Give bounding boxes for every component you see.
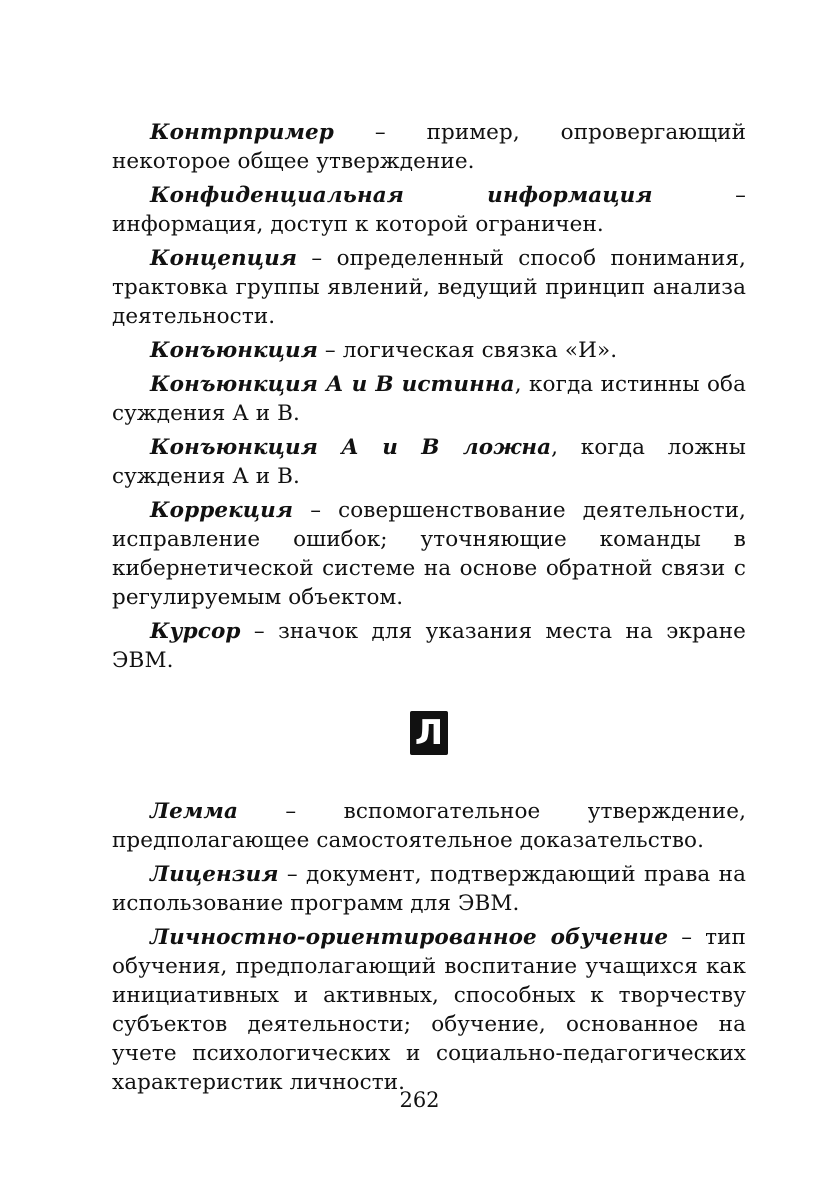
glossary-entry-kontrprimer bbox=[112, 118, 746, 176]
page-content bbox=[112, 118, 746, 1102]
glossary-term: Концепция bbox=[150, 246, 298, 271]
glossary-definition: – вспомогательное утверждение, предполагающее самостоятельное доказательство. bbox=[112, 799, 746, 853]
glossary-entry-kursor bbox=[112, 617, 746, 675]
glossary-entry-lichnostno-orientirovannoe-obuchenie bbox=[112, 923, 746, 1097]
glossary-definition: , когда истинны оба суждения А и В. bbox=[112, 372, 747, 426]
glossary-term: Контрпример bbox=[150, 120, 334, 145]
glossary-term: Коррекция bbox=[150, 498, 294, 523]
glossary-term: Конфиденциальная информация bbox=[150, 183, 653, 208]
glossary-definition: – документ, подтверждающий права на использование программ для ЭВМ. bbox=[112, 862, 746, 916]
glossary-term: Лемма bbox=[150, 799, 239, 824]
glossary-definition: – тип обучения, предполагающий воспитание учащихся как инициативных и активных, способных к творчеству субъектов деятельности; обучение, основанное на учете психологических и социально-педагогических характеристик личности. bbox=[112, 925, 746, 1095]
glossary-entry-konyunkciya bbox=[112, 336, 746, 365]
glossary-definition: , когда ложны суждения А и В. bbox=[112, 435, 746, 489]
glossary-entry-konyunkciya-istinna bbox=[112, 370, 746, 428]
glossary-definition: – пример, опровергающий некоторое общее утверждение. bbox=[112, 120, 746, 174]
glossary-definition: – логическая связка «И». bbox=[317, 338, 618, 363]
glossary-definition: – информация, доступ к которой ограничен. bbox=[112, 183, 746, 237]
glossary-entry-konyunkciya-lozhna bbox=[112, 433, 746, 491]
glossary-definition: – значок для указания места на экране ЭВМ. bbox=[112, 619, 746, 673]
section-letter-badge: Л bbox=[410, 711, 448, 755]
glossary-term: Конъюнкция bbox=[150, 338, 318, 363]
glossary-term: Личностно-ориентированное обучение bbox=[150, 925, 669, 950]
glossary-entry-konfidencialnaya-informaciya bbox=[112, 181, 746, 239]
glossary-term: Конъюнкция А и В истинна bbox=[150, 372, 515, 397]
section-letter-heading bbox=[112, 711, 746, 757]
glossary-entry-koncepciya bbox=[112, 244, 746, 331]
glossary-term: Конъюнкция А и В ложна bbox=[150, 435, 552, 460]
glossary-entry-korrekciya bbox=[112, 496, 746, 612]
glossary-entry-lemma bbox=[112, 797, 746, 855]
glossary-definition: – совершенствование деятельности, исправление ошибок; уточняющие команды в кибернетической системе на основе обратной связи с регулируемым объектом. bbox=[112, 498, 746, 610]
glossary-term: Лицензия bbox=[150, 862, 279, 887]
glossary-definition: – определенный способ понимания, трактовка группы явлений, ведущий принцип анализа деятельности. bbox=[112, 246, 746, 329]
page-number: 262 bbox=[399, 1088, 440, 1112]
glossary-term: Курсор bbox=[150, 619, 241, 644]
glossary-entry-licenziya bbox=[112, 860, 746, 918]
